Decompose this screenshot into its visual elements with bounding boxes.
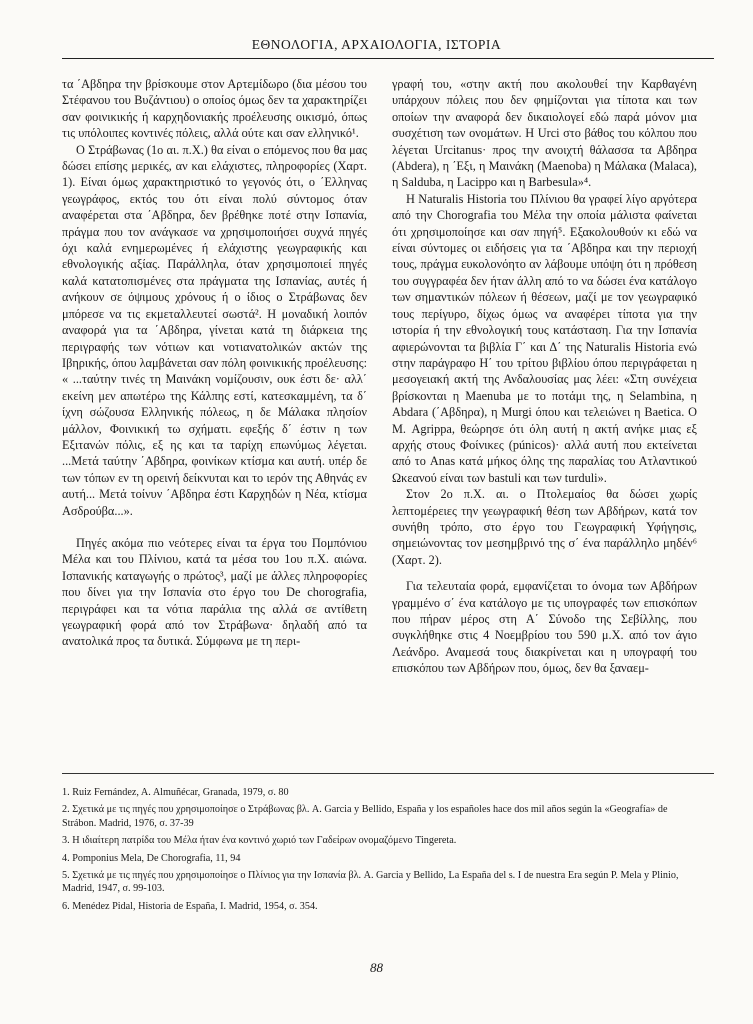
paragraph: Η Naturalis Historia του Πλίνιου θα γραφεί λίγο αργότερα από την Chorografia του Μέλα την οποία μάλιστα φαίνεται ότι χρησιμοποίησε και σαν πηγή⁵. Εξακολουθούν κι εδώ να είναι σύντομες οι ειδήσεις για τα ΄Αβδηρα και την περιοχή τους, πράγμα ευκολονόητο αν λάβουμε υπόψη ότι η πρόθεση του συγγραφέα δεν ήταν άλλη από το να δώσει ένα κατάλογο των σημαντικών πόλεων ή θέσεων, μαζί με τον γεωγραφικό τους περίγυρο, δίχως όμως να αναφέρει τίποτα για την ιστορία ή την εθνολογική τους κατάσταση. Για την Ισπανία αφιερώνονται τα βιβλία Γ΄ και Δ΄ της Naturalis Historia ενώ στην παράγραφο Η΄ του τρίτου βιβλίου όπου περιγράφεται η μεσογειακή ακτή της Ανδαλουσίας μας λέει: «Στη συνέχεια βρίσκονται η Maenuba με το ποτάμι της, η Selambina, η Abdara (΄Αβδηρα), η Murgi όπου και τελειώνει η Baetica. Ο Μ. Agrippa, θεώρησε ότι όλη αυτή η ακτή ανήκε μιας εξ αρχής στους Φοίνικες (púnicos)· αλλά αυτή που εκτείνεται από το Anas κατά μήκος όλης της παραλίας του Ατλαντικού Ωκεανού είναι των bastuli και των turduli». <box>392 191 697 485</box>
header-rule <box>62 58 714 59</box>
footnote: 6. Menédez Pidal, Historia de España, I. Madrid, 1954, σ. 354. <box>62 900 318 912</box>
footnote: 5. Σχετικά με τις πηγές που χρησιμοποίησε ο Πλίνιος για την Ισπανία βλ. A. Garcia y Bellido, La España del s. I de nuestra Era según P. Mela y Plinio, Madrid, 1947, σ. 99-103. <box>62 870 679 895</box>
right-column <box>392 76 697 677</box>
paragraph: Ο Στράβωνας (1ο αι. π.Χ.) θα είναι ο επόμενος που θα μας δώσει επίσης μερικές, αν και ελάχιστες, πληροφορίες (Χαρτ. 1). Είναι όμως χαρακτηριστικό το γεγονός ότι, ο ΄Ελληνας γεωγράφος, εκτός του ότι είναι πολύ σύντομος όταν αναφέρεται στα ΄Αβδηρα, δεν βρέθηκε ποτέ στην Ισπανία, πράγμα που τον ανάγκασε να χρησιμοποιήσει συχνά πηγές όχι καλά ενημερωμένες ή ελάχιστης γεωγραφικής και εθνολογικής αξίας. Παράλληλα, όταν χρησιμοποιεί πηγές καλά κατατοπισμένες στα πράγματα της Ισπανίας, αυτές ή ανήκουν σε όψιμους χρόνους ή ο ίδιος ο Στράβωνας δεν μπόρεσε να τις εκμεταλλευτεί σωστά². Η μοναδική λοιπόν αναφορά για τα ΄Αβδηρα, γίνεται κατά τη διάρκεια της περιγραφής των νότιων και νοτιανατολικών ακτών της Ιβηρικής, όπου λαμβάνεται σαν πόλη φοινικικής προέλευσης: « ...ταύτην τινές τη Μαινάκη νομίζουσιν, ουκ έστι δε· αλλ΄ εκείνη μεν απωτέρω της Κάλπης εστί, κατεσκαμμένη, τα δ΄ ίχνη σώζουσα Ελληνικής πόλεως, η δε Μάλακα πλησίον μάλλον, Φοινικική τω σχήματι. εφεξής δ΄ έστιν η των Εξιτανών πόλις, εξ ης και τα ταρίχη επωνύμως λέγεται. ...Μετά ταύτην ΄Αβδηρα, φοινίκων κτίσμα και αυτή. υπέρ δε των τόπων εν τη ορεινή δείκνυται και το ιερόν της Αθηνάς εν αυτή... Μετά τοίνυν ΄Αβδηρα έστι Καρχηδών η Νέα, κτίσμα Ασδρούβα...». <box>62 142 367 518</box>
footnote: 3. Η ιδιαίτερη πατρίδα του Μέλα ήταν ένα κοντινό χωριό των Γαδείρων ονομαζόμενο Tingereta. <box>62 835 457 847</box>
footnote: 2. Σχετικά με τις πηγές που χρησιμοποίησε ο Στράβωνας βλ. A. Garcia y Bellido, España y los españoles hace dos mil años según la «Geografía» de Strábon. Madrid, 1976, σ. 37-39 <box>62 804 668 829</box>
footnotes <box>62 786 702 917</box>
paragraph: Πηγές ακόμα πιο νεότερες είναι τα έργα του Πομπόνιου Μέλα και του Πλίνιου, κατά τα μέσα του 1ου π.Χ. αιώνα. Ισπανικής καταγωγής ο πρώτος³, μαζί με άλλες πληροφορίες που δίνει για την Ισπανία στο έργο του De chorografia, περιγράφει και τα νότια παράλια της αλλά σε αντίθετη γεωγραφική φορά από τον Στράβωνα· δηλαδή από τα ανατολικά προς τα δυτικά. Σύμφωνα με τη περι- <box>62 535 367 649</box>
paragraph: γραφή του, «στην ακτή που ακολουθεί την Καρθαγένη υπάρχουν πόλεις που δεν φημίζονται για τίποτα και των οποίων την αναφορά δεν δικαιολογεί εδώ παρά μόνον μια συσχέτιση των ονομάτων. Η Urci στο βάθος του κόλπου που λέγεται Urcitanus· προς την ανοιχτή θάλασσα τα Αβδηρα (Abdera), η ΄Εξι, η Μαινάκη (Maenoba) η Μάλακα (Malaca), η Salduba, η Lacippo και η Barbesula»⁴. <box>392 77 697 190</box>
paragraph: Στον 2ο π.Χ. αι. ο Πτολεμαίος θα δώσει χωρίς λεπτομέρειες την γεωγραφική θέση των Αβδήρων, κατά τον συνήθη τρόπο, στο έργο του Γεωγραφική Υφήγησις, σημειώνοντας τον μεσημβρινό της σ΄ ένα παράλληλο μηδέν⁶ (Χαρτ. 2). <box>392 487 697 567</box>
left-column <box>62 76 367 650</box>
page-number: 88 <box>370 960 383 975</box>
running-title: ΕΘΝΟΛΟΓΙΑ, ΑΡΧΑΙΟΛΟΓΙΑ, ΙΣΤΟΡΙΑ <box>251 37 502 52</box>
paragraph: Για τελευταία φορά, εμφανίζεται το όνομα των Αβδήρων γραμμένο σ΄ ένα κατάλογο με τις υπογραφές των επισκόπων που πήραν μέρος στη Α΄ Σύνοδο της Σεβίλλης, που συγκλήθηκε στις 4 Νοεμβρίου του 590 μ.Χ. από τον άγιο Λεάνδρο. Αναμεσά τους διακρίνεται και η υπογραφή του επισκόπου των Αβδήρων που, όμως, δεν θα ξαναεμ- <box>392 579 697 676</box>
footnote-rule <box>62 773 714 774</box>
footnote: 1. Ruiz Fernández, A. Almuñécar, Granada, 1979, σ. 80 <box>62 787 289 798</box>
footnote: 4. Pomponius Mela, De Chorografia, 11, 94 <box>62 852 241 864</box>
paragraph: τα ΄Αβδηρα την βρίσκουμε στον Αρτεμίδωρο (δια μέσου του Στέφανου του Βυζάντιου) ο οποίος όμως δεν τα χαρακτηρίζει σαν φοινικικής ή καρχηδονιακής προέλευσης οικισμό, όπως τις υπόλοιπες κοντινές πόλεις, αλλά ούτε και σαν ελληνικό¹. <box>62 77 367 141</box>
